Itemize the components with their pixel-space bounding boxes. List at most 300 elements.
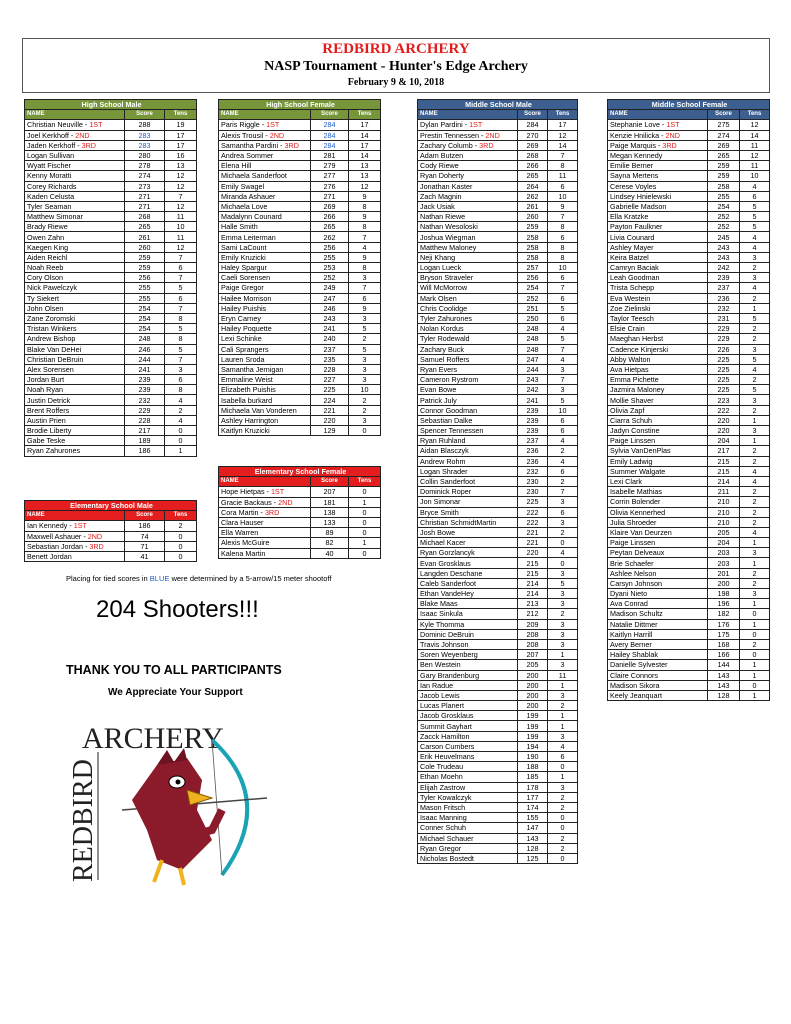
- athlete-name-text: Cameron Rystrom: [420, 375, 479, 385]
- athlete-name: [608, 589, 708, 599]
- athlete-tens: 8: [349, 263, 381, 273]
- athlete-tens: 3: [548, 690, 578, 700]
- athlete-name: [418, 334, 518, 344]
- athlete-name-text: Natalie Dittmer: [610, 619, 658, 629]
- athlete-tens: 11: [740, 140, 770, 150]
- athlete-name-text: Mason Fritsch: [420, 803, 466, 813]
- athlete-name-text: Sylvia VanDenPlas: [610, 446, 671, 456]
- athlete-name-text: Keira Batzel: [610, 252, 649, 262]
- athlete-name: [25, 436, 125, 446]
- athlete-name: [418, 415, 518, 425]
- table-row: [418, 385, 578, 395]
- athlete-name-text: Ryan Doherty: [420, 171, 464, 181]
- athlete-tens: 5: [548, 303, 578, 313]
- athlete-score: 246: [311, 303, 349, 313]
- athlete-name: [608, 120, 708, 130]
- table-row: [418, 212, 578, 222]
- athlete-name-text: Ryan Evers: [420, 364, 458, 374]
- table-row: [418, 405, 578, 415]
- athlete-score: 181: [311, 497, 349, 507]
- table-row: [25, 521, 197, 531]
- athlete-tens: 6: [548, 293, 578, 303]
- placing-badge: 1ST: [89, 120, 103, 130]
- athlete-tens: 3: [548, 731, 578, 741]
- table-row: [608, 527, 770, 537]
- athlete-score: 258: [518, 242, 548, 252]
- athlete-tens: 7: [548, 375, 578, 385]
- table-row: [608, 385, 770, 395]
- athlete-score: 175: [708, 629, 740, 639]
- table-row: [418, 578, 578, 588]
- athlete-name: [418, 201, 518, 211]
- athlete-tens: 4: [165, 415, 197, 425]
- table-ms-male: [417, 99, 578, 864]
- table-row: [25, 273, 197, 283]
- athlete-name-text: Tyler Rodewald: [420, 334, 470, 344]
- placing-badge: 3RD: [264, 507, 280, 517]
- table-row: [219, 252, 381, 262]
- athlete-score: 208: [518, 639, 548, 649]
- athlete-name-text: Taylor Teesch: [610, 314, 654, 324]
- athlete-tens: 3: [548, 660, 578, 670]
- athlete-name: [608, 212, 708, 222]
- table-row: [418, 527, 578, 537]
- athlete-name-text: Hailey Poquette: [221, 324, 272, 334]
- athlete-name: [608, 517, 708, 527]
- athlete-name-text: Paige Linssen: [610, 538, 656, 548]
- athlete-tens: 3: [740, 344, 770, 354]
- athlete-name: [25, 531, 125, 541]
- table-elementary-male: [24, 500, 197, 562]
- athlete-name: [418, 833, 518, 843]
- athlete-score: 243: [311, 313, 349, 323]
- athlete-tens: 0: [548, 853, 578, 863]
- table-row: [219, 334, 381, 344]
- athlete-name-text: Sami LaCount: [221, 242, 267, 252]
- table-row: [608, 436, 770, 446]
- athlete-score: 198: [708, 589, 740, 599]
- athlete-tens: 1: [548, 680, 578, 690]
- athlete-name: [608, 456, 708, 466]
- athlete-score: 223: [708, 395, 740, 405]
- athlete-score: 288: [125, 120, 165, 130]
- athlete-name: [608, 568, 708, 578]
- athlete-tens: 0: [740, 629, 770, 639]
- athlete-name-text: Jordan Burt: [27, 375, 65, 385]
- table-row: [608, 517, 770, 527]
- table-row: [219, 120, 381, 130]
- athlete-score: 259: [125, 252, 165, 262]
- athlete-name-text: Carsyn Johnson: [610, 578, 662, 588]
- table-row: [418, 446, 578, 456]
- table-row: [418, 670, 578, 680]
- athlete-name: [418, 324, 518, 334]
- athlete-name-text: Ashley Harrington: [221, 415, 279, 425]
- table-row: [418, 273, 578, 283]
- athlete-name-text: Travis Johnson: [420, 640, 469, 650]
- athlete-tens: 0: [548, 813, 578, 823]
- athlete-score: 199: [518, 731, 548, 741]
- table-row: [418, 823, 578, 833]
- athlete-name: [418, 629, 518, 639]
- athlete-score: 255: [708, 191, 740, 201]
- athlete-name-text: Blake Van DeHei: [27, 344, 82, 354]
- athlete-name: [25, 354, 125, 364]
- athlete-name-text: Madison Schultz: [610, 609, 663, 619]
- athlete-name-text: Paige Gregor: [221, 283, 264, 293]
- athlete-tens: 2: [548, 701, 578, 711]
- athlete-score: 258: [708, 181, 740, 191]
- placing-badge: 1ST: [469, 120, 483, 130]
- table-row: [608, 680, 770, 690]
- athlete-name: [418, 650, 518, 660]
- table-row: [608, 690, 770, 700]
- athlete-score: 228: [125, 415, 165, 425]
- athlete-name: [418, 497, 518, 507]
- athlete-score: 214: [518, 578, 548, 588]
- athlete-name: [418, 507, 518, 517]
- athlete-tens: 2: [165, 405, 197, 415]
- table-row: [608, 303, 770, 313]
- table-row: [418, 415, 578, 425]
- athlete-score: 215: [518, 558, 548, 568]
- athlete-score: 217: [708, 446, 740, 456]
- athlete-name-text: Bryce Smith: [420, 507, 459, 517]
- athlete-name-text: Jadyn Constine: [610, 426, 660, 436]
- athlete-name: [25, 150, 125, 160]
- table-row: [219, 497, 381, 507]
- placing-badge: 3RD: [662, 140, 677, 150]
- athlete-tens: 3: [548, 385, 578, 395]
- table-row: [25, 191, 197, 201]
- table-row: [418, 690, 578, 700]
- athlete-name: [219, 405, 311, 415]
- athlete-name-text: Ella Warren: [221, 528, 259, 538]
- athlete-name: [25, 426, 125, 436]
- table-row: [25, 120, 197, 130]
- athlete-score: 147: [518, 823, 548, 833]
- athlete-name-text: Zoe Zielinski: [610, 303, 651, 313]
- athlete-score: 207: [518, 650, 548, 660]
- athlete-name: [219, 487, 311, 497]
- athlete-score: 239: [125, 375, 165, 385]
- athlete-name-text: Dominic DeBruin: [420, 629, 474, 639]
- table-row: [608, 415, 770, 425]
- col-name: NAME: [219, 477, 311, 487]
- athlete-score: 74: [125, 531, 165, 541]
- athlete-name-text: Cali Sprangers: [221, 344, 269, 354]
- athlete-name-text: Sebastian Jordan -: [27, 541, 90, 551]
- athlete-score: 186: [125, 446, 165, 456]
- athlete-tens: 4: [740, 232, 770, 242]
- athlete-name-text: Olivia Zapf: [610, 405, 645, 415]
- athlete-tens: 2: [548, 802, 578, 812]
- athlete-score: 40: [311, 548, 349, 558]
- athlete-score: 236: [708, 293, 740, 303]
- athlete-name: [25, 201, 125, 211]
- athlete-name: [418, 599, 518, 609]
- athlete-name-text: Christian SchmidtMartin: [420, 517, 497, 527]
- athlete-tens: 8: [548, 252, 578, 262]
- athlete-tens: 0: [740, 680, 770, 690]
- athlete-score: 254: [125, 303, 165, 313]
- athlete-score: 89: [311, 528, 349, 538]
- athlete-name-text: Tyler Kowalczyk: [420, 792, 472, 802]
- athlete-tens: 5: [165, 283, 197, 293]
- athlete-tens: 1: [165, 446, 197, 456]
- table-row: [25, 531, 197, 541]
- athlete-score: 255: [311, 252, 349, 262]
- table-row: [25, 395, 197, 405]
- athlete-name-text: Ashlee Nelson: [610, 568, 657, 578]
- athlete-name: [418, 517, 518, 527]
- athlete-score: 278: [125, 161, 165, 171]
- athlete-score: 196: [708, 599, 740, 609]
- athlete-name: [608, 283, 708, 293]
- athlete-name: [608, 609, 708, 619]
- athlete-score: 266: [518, 161, 548, 171]
- table-row: [608, 446, 770, 456]
- placing-badge: 1ST: [666, 120, 680, 130]
- athlete-score: 248: [518, 324, 548, 334]
- athlete-name: [418, 487, 518, 497]
- table-row: [418, 324, 578, 334]
- athlete-name-text: Peytan Delveaux: [610, 548, 665, 558]
- athlete-score: 241: [311, 324, 349, 334]
- athlete-score: 207: [311, 487, 349, 497]
- athlete-name: [25, 551, 125, 561]
- athlete-name-text: Summer Walgate: [610, 466, 666, 476]
- table-row: [608, 313, 770, 323]
- athlete-name: [608, 629, 708, 639]
- athlete-score: 266: [311, 212, 349, 222]
- athlete-score: 225: [311, 385, 349, 395]
- athlete-name: [418, 344, 518, 354]
- athlete-tens: 2: [548, 609, 578, 619]
- athlete-name-text: Lauren Sroda: [221, 354, 265, 364]
- table-row: [608, 171, 770, 181]
- athlete-name-text: Connor Goodman: [420, 405, 478, 415]
- athlete-tens: 5: [548, 578, 578, 588]
- athlete-name-text: John Olsen: [27, 303, 64, 313]
- athlete-name-text: Jacob Grosklaus: [420, 711, 474, 721]
- athlete-name-text: Samuel Roffers: [420, 354, 470, 364]
- table-row: [418, 731, 578, 741]
- athlete-name: [608, 303, 708, 313]
- athlete-name-text: Aiden Reichl: [27, 252, 68, 262]
- placing-badge: 2ND: [665, 130, 680, 140]
- athlete-name-text: Maxwell Ashauer -: [27, 531, 88, 541]
- table-row: [25, 201, 197, 211]
- athlete-name-text: Elena Hill: [221, 161, 252, 171]
- athlete-score: 174: [518, 802, 548, 812]
- athlete-tens: 11: [165, 212, 197, 222]
- athlete-tens: 6: [349, 293, 381, 303]
- athlete-tens: 5: [165, 344, 197, 354]
- athlete-score: 190: [518, 752, 548, 762]
- athlete-score: 281: [311, 150, 349, 160]
- athlete-name-text: Jon Simonar: [420, 497, 461, 507]
- tie-note: Placing for tied scores in BLUE were determined by a 5-arrow/15 meter shootoff: [66, 574, 332, 583]
- table-row: [25, 313, 197, 323]
- table-title: Middle School Female: [608, 100, 770, 110]
- athlete-name: [219, 191, 311, 201]
- table-row: [608, 426, 770, 436]
- table-row: [418, 263, 578, 273]
- athlete-score: 201: [708, 568, 740, 578]
- athlete-score: 224: [311, 395, 349, 405]
- athlete-name: [219, 120, 311, 130]
- athlete-name: [418, 140, 518, 150]
- athlete-tens: 13: [349, 171, 381, 181]
- athlete-name-text: Isaac Manning: [420, 813, 467, 823]
- athlete-score: 242: [708, 263, 740, 273]
- athlete-name: [608, 181, 708, 191]
- athlete-name: [25, 171, 125, 181]
- table-row: [219, 344, 381, 354]
- athlete-tens: 2: [740, 568, 770, 578]
- athlete-score: 249: [311, 283, 349, 293]
- athlete-tens: 0: [165, 531, 197, 541]
- athlete-score: 225: [708, 364, 740, 374]
- athlete-score: 205: [518, 660, 548, 670]
- placing-badge: 2ND: [75, 130, 90, 140]
- athlete-name: [25, 521, 125, 531]
- athlete-name-text: Halle Smith: [221, 222, 258, 232]
- athlete-name: [608, 670, 708, 680]
- athlete-name: [608, 660, 708, 670]
- athlete-score: 143: [708, 670, 740, 680]
- athlete-score: 284: [311, 130, 349, 140]
- athlete-score: 275: [708, 120, 740, 130]
- athlete-tens: 1: [548, 721, 578, 731]
- table-title: Elementary School Female: [219, 467, 381, 477]
- athlete-tens: 0: [349, 548, 381, 558]
- athlete-name-text: Samantha Pardini -: [221, 140, 285, 150]
- table-row: [25, 161, 197, 171]
- athlete-score: 269: [311, 201, 349, 211]
- athlete-name-text: Michaela Sanderfoot: [221, 171, 287, 181]
- athlete-name-text: Brodie Liberty: [27, 426, 72, 436]
- athlete-score: 248: [518, 334, 548, 344]
- athlete-name: [608, 232, 708, 242]
- athlete-tens: 7: [165, 273, 197, 283]
- col-name: NAME: [25, 110, 125, 120]
- athlete-name: [608, 487, 708, 497]
- athlete-tens: 7: [548, 344, 578, 354]
- table-row: [219, 161, 381, 171]
- athlete-tens: 2: [165, 521, 197, 531]
- athlete-tens: 0: [165, 541, 197, 551]
- athlete-tens: 19: [165, 120, 197, 130]
- athlete-score: 199: [518, 711, 548, 721]
- table-title-row: [25, 100, 197, 110]
- athlete-tens: 9: [349, 212, 381, 222]
- athlete-name-text: Elijah Zastrow: [420, 782, 466, 792]
- table-row: [608, 629, 770, 639]
- athlete-name-text: Michaela Love: [221, 201, 268, 211]
- athlete-name: [608, 385, 708, 395]
- table-row: [219, 507, 381, 517]
- athlete-score: 231: [708, 313, 740, 323]
- athlete-name: [418, 273, 518, 283]
- table-row: [418, 334, 578, 344]
- athlete-tens: 4: [740, 364, 770, 374]
- table-row: [418, 426, 578, 436]
- athlete-tens: 0: [165, 436, 197, 446]
- athlete-name-text: Emily Kruzicki: [221, 252, 266, 262]
- athlete-score: 259: [518, 222, 548, 232]
- athlete-name: [608, 415, 708, 425]
- athlete-name: [418, 538, 518, 548]
- athlete-name-text: Cory Olson: [27, 273, 63, 283]
- athlete-name: [608, 497, 708, 507]
- athlete-name: [219, 507, 311, 517]
- athlete-name: [418, 395, 518, 405]
- table-row: [25, 303, 197, 313]
- table-row: [608, 232, 770, 242]
- athlete-score: 284: [311, 140, 349, 150]
- athlete-tens: 2: [740, 487, 770, 497]
- athlete-name-text: Emily Ladwig: [610, 456, 653, 466]
- table-row: [608, 639, 770, 649]
- athlete-tens: 3: [740, 395, 770, 405]
- athlete-tens: 1: [548, 711, 578, 721]
- athlete-name-text: Wyatt Fischer: [27, 161, 71, 171]
- athlete-score: 269: [518, 140, 548, 150]
- table-row: [608, 222, 770, 232]
- athlete-tens: 6: [548, 273, 578, 283]
- athlete-tens: 0: [548, 538, 578, 548]
- table-row: [418, 589, 578, 599]
- athlete-name-text: Matthew Maloney: [420, 242, 477, 252]
- col-name: NAME: [608, 110, 708, 120]
- athlete-tens: 0: [349, 426, 381, 436]
- table-row: [418, 181, 578, 191]
- athlete-name: [219, 171, 311, 181]
- athlete-name: [608, 364, 708, 374]
- athlete-name-text: Langden Deschane: [420, 568, 483, 578]
- athlete-tens: 7: [165, 354, 197, 364]
- table-row: [25, 150, 197, 160]
- athlete-name: [608, 171, 708, 181]
- athlete-name: [25, 395, 125, 405]
- placing-badge: 3RD: [81, 140, 96, 150]
- athlete-name: [608, 140, 708, 150]
- athlete-score: 262: [518, 191, 548, 201]
- athlete-tens: 4: [548, 548, 578, 558]
- athlete-name: [608, 426, 708, 436]
- athlete-name-text: Camryn Baciak: [610, 263, 659, 273]
- placing-badge: 2ND: [87, 531, 103, 541]
- athlete-score: 271: [311, 191, 349, 201]
- athlete-tens: 5: [740, 354, 770, 364]
- table-row: [418, 364, 578, 374]
- table-row: [418, 222, 578, 232]
- table-row: [418, 436, 578, 446]
- athlete-name: [418, 466, 518, 476]
- athlete-name-text: Nathan Riewe: [420, 212, 466, 222]
- athlete-score: 239: [518, 415, 548, 425]
- athlete-name-text: Logan Sullivan: [27, 151, 75, 161]
- athlete-name: [418, 792, 518, 802]
- table-row: [418, 680, 578, 690]
- athlete-score: 246: [125, 344, 165, 354]
- athlete-name-text: Emily Swagel: [221, 181, 265, 191]
- athlete-tens: 2: [349, 405, 381, 415]
- athlete-name: [418, 609, 518, 619]
- athlete-name: [25, 303, 125, 313]
